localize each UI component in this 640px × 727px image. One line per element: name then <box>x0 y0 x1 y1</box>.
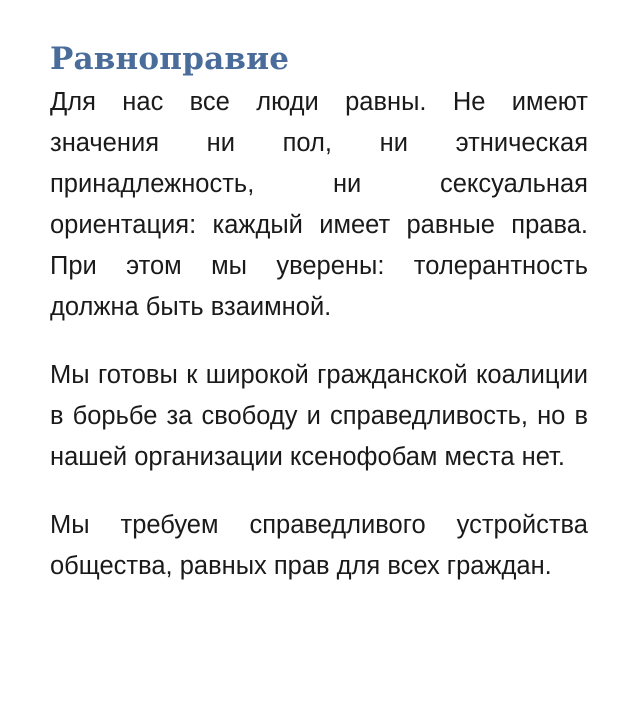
paragraph-coalition: Мы готовы к широкой гражданской коалиции в борьбе за свободу и справедливость, но в нашей организации ксенофобам места нет. <box>50 361 588 471</box>
document-page <box>50 36 588 587</box>
paragraph-fair-society: Мы требуем справедливого устройства общества, равных прав для всех граждан. <box>50 511 588 580</box>
section-title: Равноправие <box>50 41 290 77</box>
paragraph-equality: Для нас все люди равны. Не имеют значения ни пол, ни этническая принадлежность, ни сексуальная ориентация: каждый имеет равные права. При этом мы уверены: толерантность должна быть взаимной. <box>50 88 588 321</box>
